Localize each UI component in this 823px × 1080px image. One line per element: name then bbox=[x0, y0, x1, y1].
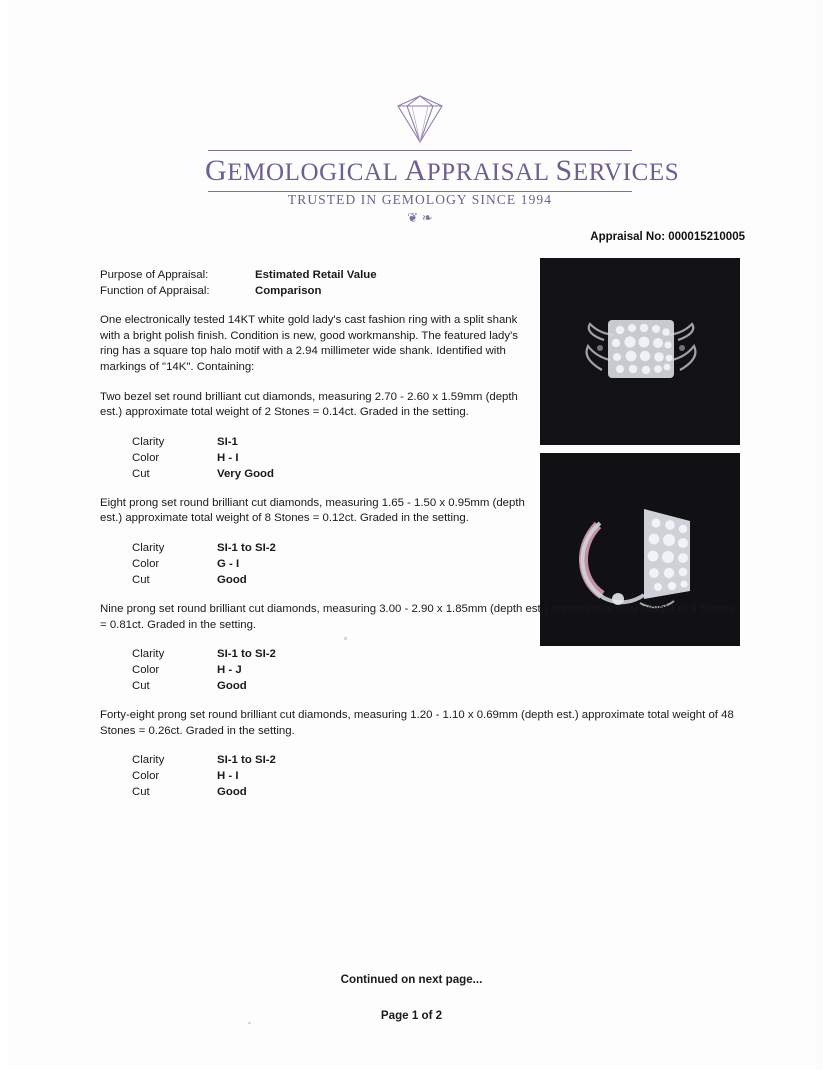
spec-value: SI-1 to SI-2 bbox=[217, 648, 276, 661]
spec-key: Cut bbox=[132, 786, 150, 799]
meta-value: Comparison bbox=[255, 284, 322, 297]
item-description: One electronically tested 14KT white gold lady's cast fashion ring with a split shank with a bright polish finish. Condition is new, good workmanship. The featured lady's ring has a square top halo motif with a 2.94 millimeter wide shank. Identified with markings of "14K". Containing: bbox=[100, 314, 518, 373]
appraisal-body bbox=[100, 268, 740, 800]
spec-key: Cut bbox=[132, 573, 150, 586]
spec-value: Good bbox=[217, 786, 247, 799]
spec-row-clarity bbox=[132, 540, 740, 556]
stone-group-specs bbox=[132, 540, 740, 588]
spec-value: SI-1 to SI-2 bbox=[217, 754, 276, 767]
spec-key: Cut bbox=[132, 680, 150, 693]
stone-group-text: Two bezel set round brilliant cut diamonds, measuring 2.70 - 2.60 x 1.59mm (depth est.) approximate total weight of 2 Stones = 0.14ct. Graded in the setting. bbox=[100, 390, 518, 419]
meta-value: Estimated Retail Value bbox=[255, 269, 377, 281]
page-footer bbox=[0, 973, 823, 1022]
spec-row-clarity bbox=[132, 752, 740, 768]
stone-group-specs bbox=[132, 646, 740, 694]
spec-row-color bbox=[132, 768, 740, 784]
spec-row-color bbox=[132, 556, 740, 572]
spec-value: H - J bbox=[217, 664, 242, 677]
spec-key: Clarity bbox=[132, 754, 165, 767]
spec-row-cut bbox=[132, 572, 740, 588]
spec-value: H - I bbox=[217, 770, 239, 783]
spec-value: H - I bbox=[217, 451, 239, 464]
company-header bbox=[205, 92, 680, 230]
company-tagline: TRUSTED IN GEMOLOGY SINCE 1994 bbox=[287, 192, 553, 207]
spec-value: Good bbox=[217, 573, 247, 586]
scan-speck bbox=[344, 637, 347, 640]
spec-key: Cut bbox=[132, 467, 150, 480]
spec-row-cut bbox=[132, 784, 740, 800]
scan-speck bbox=[248, 1022, 251, 1024]
meta-row-purpose bbox=[100, 268, 740, 284]
stone-group-specs bbox=[132, 752, 740, 800]
company-name: GEMOLOGICAL APPRAISAL SERVICES bbox=[205, 154, 680, 187]
spec-key: Color bbox=[132, 557, 160, 570]
spec-row-color bbox=[132, 662, 740, 678]
meta-label: Purpose of Appraisal: bbox=[100, 269, 209, 281]
spec-row-color bbox=[132, 450, 740, 466]
spec-key: Clarity bbox=[132, 435, 165, 448]
stone-group-text: Eight prong set round brilliant cut diamonds, measuring 1.65 - 1.50 x 0.95mm (depth est.) approximate total weight of 8 Stones = 0.12ct. Graded in the setting. bbox=[100, 496, 525, 525]
page-edge-bottom bbox=[0, 1070, 823, 1080]
spec-key: Clarity bbox=[132, 541, 165, 554]
spec-key: Color bbox=[132, 451, 160, 464]
page-edge-left bbox=[0, 0, 8, 1080]
page-edge-right bbox=[817, 0, 823, 1080]
spec-value: SI-1 to SI-2 bbox=[217, 541, 276, 554]
flourish-ornament: ❦ ❧ bbox=[407, 210, 433, 225]
spec-value: Very Good bbox=[217, 467, 274, 480]
continued-notice: Continued on next page... bbox=[340, 973, 483, 986]
spec-value: G - I bbox=[217, 557, 240, 570]
page-number: Page 1 of 2 bbox=[380, 1009, 443, 1022]
meta-label: Function of Appraisal: bbox=[100, 284, 210, 297]
spec-row-clarity bbox=[132, 646, 740, 662]
diamond-icon bbox=[205, 92, 635, 148]
appraisal-number: Appraisal No: 000015210005 bbox=[590, 231, 745, 243]
meta-row-function bbox=[100, 284, 740, 300]
spec-key: Color bbox=[132, 770, 160, 783]
spec-value: Good bbox=[217, 680, 247, 693]
stone-group-specs bbox=[132, 434, 740, 482]
spec-row-cut bbox=[132, 466, 740, 482]
spec-value: SI-1 bbox=[217, 435, 238, 448]
spec-row-cut bbox=[132, 678, 740, 694]
spec-key: Clarity bbox=[132, 648, 165, 661]
stone-group-text: Nine prong set round brilliant cut diamonds, measuring 3.00 - 2.90 x 1.85mm (depth est.) approximate total weight of 9 Stones = 0.81ct. Graded in the setting. bbox=[100, 602, 736, 631]
spec-row-clarity bbox=[132, 434, 740, 450]
spec-key: Color bbox=[132, 664, 160, 677]
stone-group-text: Forty-eight prong set round brilliant cut diamonds, measuring 1.20 - 1.10 x 0.69mm (depth est.) approximate total weight of 48 Stones = 0.26ct. Graded in the setting. bbox=[100, 709, 734, 737]
